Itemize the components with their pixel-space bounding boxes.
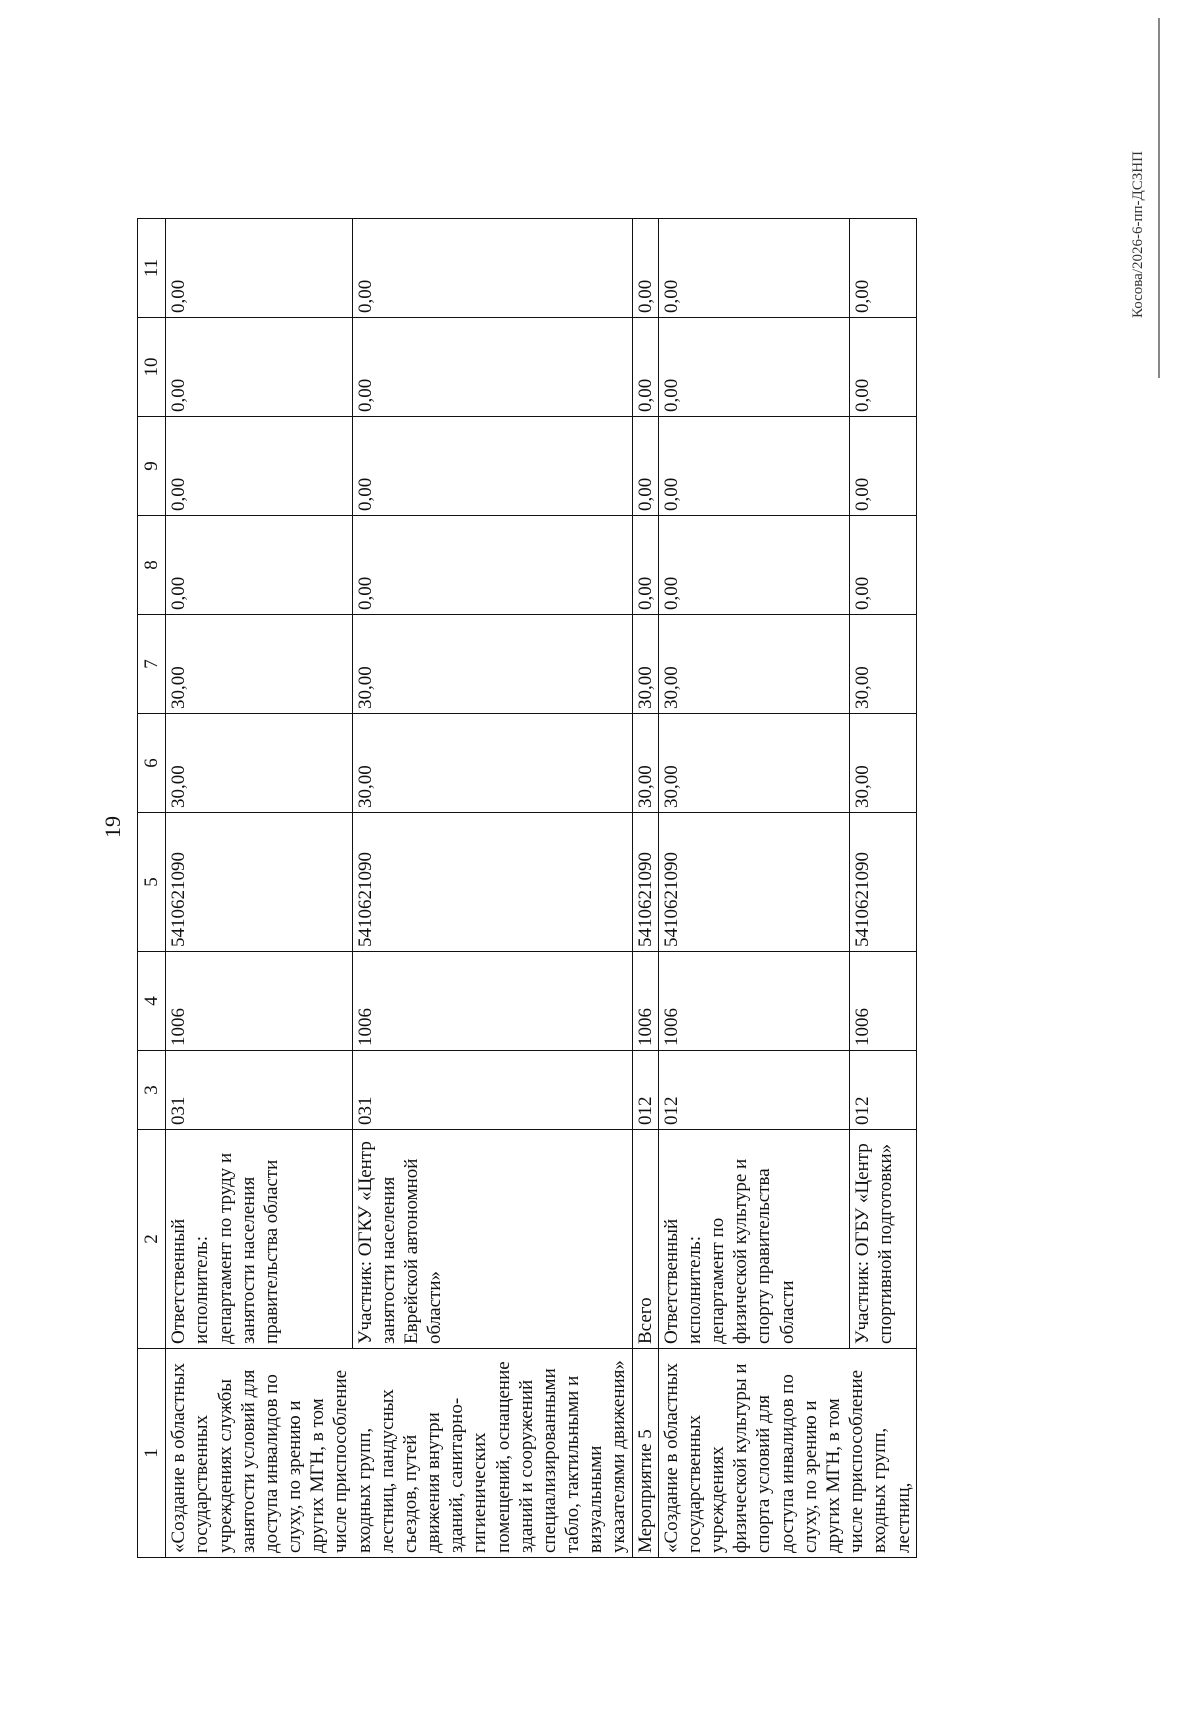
table-row (658, 219, 849, 1558)
cell-value: 0,00 (658, 417, 849, 516)
cell-value: 30,00 (166, 615, 352, 714)
cell-target-article: 5410621090 (166, 813, 352, 952)
cell-target-article: 5410621090 (632, 813, 658, 952)
table-row (166, 219, 352, 1558)
col-header: 3 (138, 1051, 166, 1130)
cell-value: 0,00 (632, 417, 658, 516)
cell-value: 0,00 (658, 219, 849, 318)
cell-value: 0,00 (352, 417, 632, 516)
cell-grbs: 012 (658, 1051, 849, 1130)
cell-value: 0,00 (352, 516, 632, 615)
participant: Участник: ОГБУ «Центр спортивной подготовки» (850, 1130, 917, 1349)
cell-value: 30,00 (352, 714, 632, 813)
cell-value: 30,00 (166, 714, 352, 813)
cell-value: 0,00 (850, 516, 917, 615)
cell-value: 0,00 (166, 318, 352, 417)
cell-value: 30,00 (352, 615, 632, 714)
col-header: 4 (138, 952, 166, 1051)
col-header: 7 (138, 615, 166, 714)
measure-description: «Создание в областных государственных учреждениях физической культуры и спорта условий для доступа инвалидов по слуху, по зрению и других МГН, в том числе приспособление входных групп, лестниц, (658, 1349, 916, 1558)
col-header: 11 (138, 219, 166, 318)
cell-value: 30,00 (850, 714, 917, 813)
cell-value: 0,00 (632, 516, 658, 615)
cell-value: 30,00 (632, 615, 658, 714)
total-label: Всего (632, 1130, 658, 1349)
cell-section: 1006 (166, 952, 352, 1051)
cell-value: 0,00 (166, 516, 352, 615)
cell-value: 0,00 (352, 219, 632, 318)
col-header: 10 (138, 318, 166, 417)
cell-value: 0,00 (352, 318, 632, 417)
col-header: 5 (138, 813, 166, 952)
cell-value: 0,00 (166, 417, 352, 516)
cell-value: 0,00 (166, 219, 352, 318)
cell-value: 30,00 (658, 615, 849, 714)
col-header: 2 (138, 1130, 166, 1349)
cell-value: 0,00 (658, 318, 849, 417)
cell-target-article: 5410621090 (658, 813, 849, 952)
header-row (138, 219, 166, 1558)
col-header: 9 (138, 417, 166, 516)
cell-value: 30,00 (632, 714, 658, 813)
program-table (137, 218, 917, 1558)
cell-grbs: 012 (632, 1051, 658, 1130)
responsible-executor: Ответственный исполнитель: департамент по труду и занятости населения правительства области (166, 1130, 352, 1349)
cell-section: 1006 (632, 952, 658, 1051)
measure-description: «Создание в областных государственных учреждениях службы занятости условий для доступа инвалидов по слуху, по зрению и других МГН, в том числе приспособление входных групп, лестниц, пандусных съездов, путей движения внутри зданий, санитарно-гигиенических помещений, оснащение зданий и сооружений специализированными табло, тактильными и визуальными указателями движения» (166, 1349, 632, 1558)
document-code: Косова/2026-6-пп-ДСЗНП (1130, 151, 1146, 318)
cell-grbs: 031 (166, 1051, 352, 1130)
responsible-executor: Ответственный исполнитель: департамент по физической культуре и спорту правительства области (658, 1130, 849, 1349)
cell-value: 0,00 (850, 219, 917, 318)
cell-grbs: 031 (352, 1051, 632, 1130)
measure-title: Мероприятие 5 (632, 1349, 658, 1558)
cell-target-article: 5410621090 (352, 813, 632, 952)
cell-value: 0,00 (850, 417, 917, 516)
col-header: 8 (138, 516, 166, 615)
cell-grbs: 012 (850, 1051, 917, 1130)
table-row (632, 219, 658, 1558)
cell-value: 30,00 (850, 615, 917, 714)
cell-value: 0,00 (850, 318, 917, 417)
col-header: 6 (138, 714, 166, 813)
cell-value: 0,00 (632, 318, 658, 417)
page-number: 19 (100, 816, 125, 838)
cell-value: 0,00 (632, 219, 658, 318)
participant: Участник: ОГКУ «Центр занятости населения Еврейской автономной области» (352, 1130, 632, 1349)
cell-target-article: 5410621090 (850, 813, 917, 952)
cell-value: 30,00 (658, 714, 849, 813)
margin-rule (1158, 18, 1160, 378)
cell-section: 1006 (850, 952, 917, 1051)
cell-value: 0,00 (658, 516, 849, 615)
cell-section: 1006 (658, 952, 849, 1051)
cell-section: 1006 (352, 952, 632, 1051)
col-header: 1 (138, 1349, 166, 1558)
